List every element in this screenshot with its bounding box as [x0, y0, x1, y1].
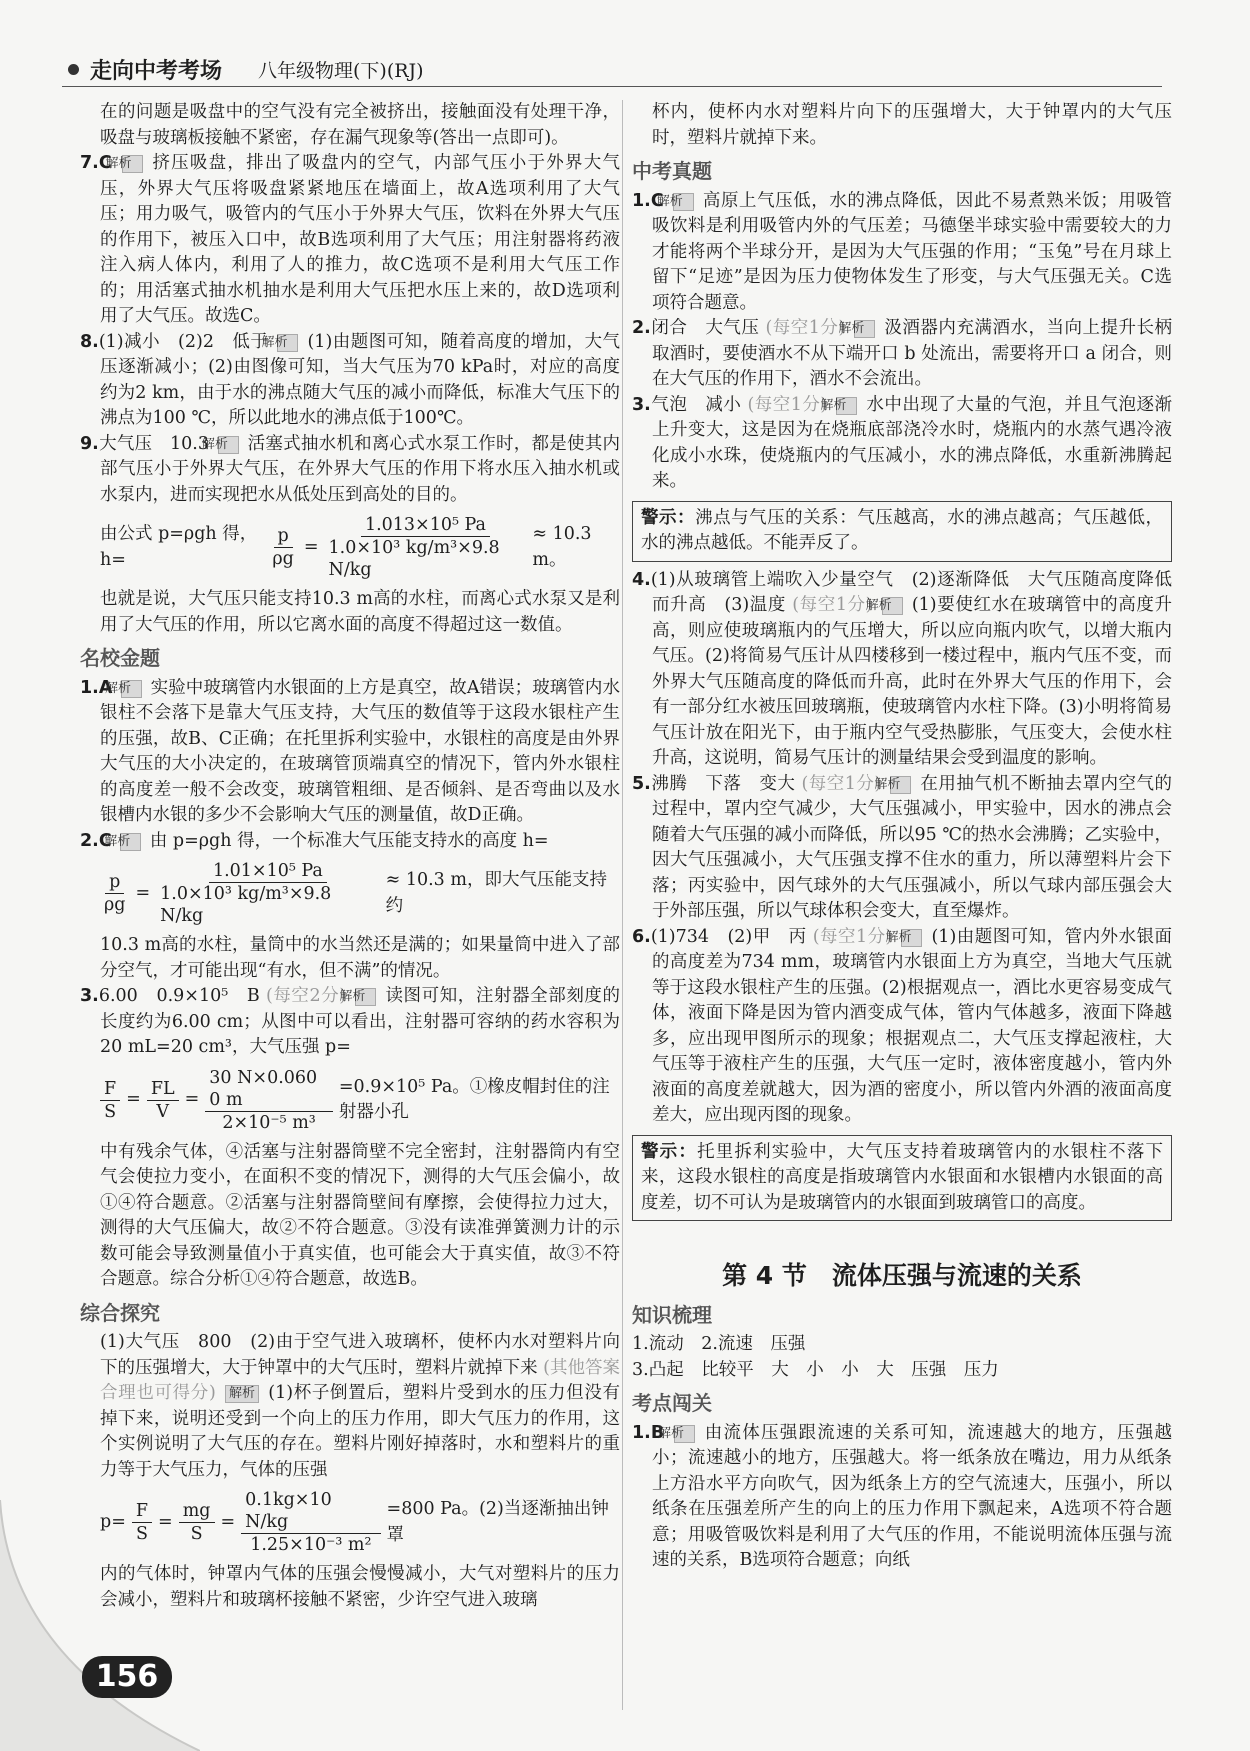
answer-text: (1)要使红水在玻璃管中的高度升高，则应使玻璃瓶内的气压增大，所以应向瓶内吹气，以增大瓶内气压。(2)将简易气压计从四楼移到一楼过程中，瓶内气压不变，而外界大气压随高度的降低而升高，此时在外界大气压的作用下，会有一部分红水被压回玻璃瓶，使玻璃管内水柱下降。(3)小明将简易气压计放在阳光下，由于瓶内空气受热膨胀，气压变大，会使水柱升高，这说明，简易气压计的测量结果会受到温度的影响。 — [652, 595, 1172, 768]
denominator: 2×10⁻⁵ m³ — [222, 1112, 316, 1133]
fraction — [100, 871, 130, 916]
denominator: ρg — [272, 549, 294, 569]
section-heading: 考点闯关 — [632, 1391, 712, 1415]
denominator: S — [190, 1524, 203, 1544]
score-note: (每空2分) — [265, 986, 347, 1006]
denominator: 1.0×10³ kg/m³×9.8 N/kg — [160, 884, 332, 926]
answer-number: 4. — [632, 569, 651, 590]
analysis-tag: 解析 — [122, 155, 143, 173]
bullet-icon — [68, 64, 79, 75]
book-title: 走向中考考场 — [90, 58, 223, 84]
numerator: p — [105, 871, 124, 894]
score-note: (每空1分) — [747, 394, 828, 415]
answer-key: (1)734 (2)甲 丙 — [650, 926, 807, 947]
zhongkao-1 — [632, 189, 1172, 317]
numerator: F — [100, 1078, 120, 1101]
analysis-tag: 解析 — [890, 776, 911, 794]
formula-m3: $\frac{F}{S}$ = $\frac{FL}{V}$ = $\frac{30 N\times 0.060 0 m}{\text{2×10⁻⁵ m³}}$ =0.9×10⁵ Pa。①橡皮帽封住的注射器小孔 — [100, 1067, 620, 1134]
denominator: S — [104, 1101, 117, 1122]
right-column — [632, 100, 1172, 1574]
formula-result: ≈ 10.3 m。 — [532, 524, 592, 570]
denominator: ρg — [104, 895, 126, 915]
answer-text: 水中出现了大量的气泡，并且气泡逐渐上升变大，这是因为在烧瓶底部浇冷水时，烧瓶内的水蒸气遇冷液化成小水珠，使烧瓶内的气压减小，水的沸点降低，水重新沸腾起来。 — [652, 394, 1172, 491]
answer-number: 8. — [80, 331, 99, 352]
knowledge-line-1: 1.流动 2.流速 压强 — [632, 1334, 806, 1354]
warning-text: 沸点与气压的关系：气压越高，水的沸点越高；气压越低，水的沸点越低。不能弄反了。 — [641, 507, 1164, 553]
formula-9: 由公式 p=ρgh 得，h= $\frac{p}{\rho g}$ = $\frac{\text{1.013×10⁵ Pa}}{\text{1.0×10³ kg/m³×9.8 N/kg}}$ ≈ 10.3 m。 — [100, 514, 620, 581]
answer-text: 由流体压强跟流速的关系可知，流速越大的地方，压强越小；流速越小的地方，压强越大。将一纸条放在嘴边，用力从纸条上方沿水平方向吹气，因为纸条上方的空气流速大，压强小，所以纸条在压强差所产生的向上的压力作用下飘起来，A选项不符合题意；用吸管吸饮料是利用了大气压的作用，不能说明流体压强与流速的关系，B选项符合题意；向纸 — [652, 1422, 1172, 1570]
score-note: (每空1分) — [801, 773, 882, 794]
answer-key: (1)减小 (2)2 低于 — [98, 331, 269, 352]
mingxiao-2-continued: 10.3 m高的水柱，量筒中的水当然还是满的；如果量筒中进入了部分空气，才可能出现“有水，但不满”的情况。 — [100, 935, 620, 981]
answer-number: 7.C — [80, 153, 112, 173]
numerator: FL — [147, 1078, 179, 1101]
formula-prefix: 由公式 p=ρgh 得，h= — [100, 524, 258, 570]
answer-9 — [80, 432, 620, 509]
zhongkao-4 — [632, 568, 1172, 772]
numerator: 1.01×10⁵ Pa — [209, 860, 327, 883]
fraction — [241, 1489, 380, 1556]
mingxiao-3-continued: 中有残余气体，④活塞与注射器筒壁不完全密封，注射器筒内有空气会使拉力变小，在面积不变的情况下，测得的大气压会偏小，故①④符合题意。②活塞与注射器筒壁间有摩擦，会使得拉力过大，测得的大气压偏大，故②不符合题意。③没有读准弹簧测力计的示数可能会导致测量值小于真实值，也可能会大于真实值，故③不符合题意。综合分析①④符合题意，故选B。 — [100, 1141, 620, 1289]
analysis-tag: 解析 — [218, 436, 239, 454]
page-number: 156 — [82, 1656, 172, 1698]
numerator: 0.1kg×10 N/kg — [241, 1489, 380, 1534]
answer-number: 9. — [80, 433, 99, 454]
answer-key: (1)从玻璃管上端吹入少量空气 (2)逐渐降低 大气压随高度降低而升高 (3)温度 — [650, 569, 1172, 615]
answer-key: (1)大气压 800 (2)由于空气进入玻璃杯，使杯内水对塑料片向下的压强增大，大于钟罩中的大气压时，塑料片就掉下来 — [100, 1332, 620, 1378]
answer-text: 实验中玻璃管内水银面的上方是真空，故A错误；玻璃管内水银柱不会落下是靠大气压支持，大气压的数值等于这段水银柱产生的压强，故B、C正确；在托里拆利实验中，水银柱的高度是由外界大气压的大小决定的，在玻璃管顶端真空的情况下，管内外水银柱的高度差一般不会改变，玻璃管粗细、是否倾斜、是否弯曲以及水银槽内水银的多少不会影响大气压的测量值，故D正确。 — [100, 677, 620, 825]
answer-key: 气泡 减小 — [650, 394, 742, 415]
section-heading: 知识梳理 — [632, 1302, 712, 1327]
answer-text: 活塞式抽水机和离心式水泵工作时，都是使其内部气压小于外界大气压，在外界大气压的作用下将水压入抽水机或水泵内，进而实现把水从低处压到高处的目的。 — [100, 433, 620, 505]
answer-text: 由 p=ρgh 得，一个标准大气压能支持水的高度 h= — [149, 830, 549, 851]
denominator: 1.0×10³ kg/m³×9.8 N/kg — [328, 538, 500, 580]
formula-prefix: p= — [100, 1511, 126, 1532]
fraction — [156, 860, 379, 927]
fraction — [325, 514, 527, 581]
answer-text: 汲酒器内充满酒水，当向上提升长柄取酒时，要使酒水不从下端开口 b 处流出，需要将开口 a 闭合，则在大气压的作用下，酒水不会流出。 — [652, 318, 1172, 389]
page-curl-decoration — [0, 1500, 200, 1751]
answer-text: (1)杯子倒置后，塑料片受到水的压力但没有掉下来，说明还受到一个向上的压力作用，即大气压力的作用，这个实例说明了大气压的存在。塑料片刚好掉落时，水和塑料片的重力等于大气压力，气体的压强 — [100, 1383, 620, 1480]
answer-key: 大气压 10.3 — [98, 433, 210, 454]
analysis-tag: 解析 — [225, 1385, 259, 1403]
answer-number: 2.C — [80, 830, 112, 851]
answer-number: 1.B — [632, 1422, 665, 1443]
zonghe-answer — [80, 1330, 620, 1483]
section-heading: 名校金题 — [80, 646, 160, 670]
numerator: 1.013×10⁵ Pa — [361, 514, 490, 537]
answer-number: 5. — [632, 773, 651, 794]
warning-text: 托里拆利实验中，大气压支持着玻璃管内的水银柱不落下来，这段水银柱的高度是指玻璃管内水银面和水银槽内水银面的高度差，切不可认为是玻璃管内的水银面到玻璃管口的高度。 — [641, 1141, 1164, 1213]
intro-paragraph: 在的问题是吸盘中的空气没有完全被挤出，接触面没有处理干净，吸盘与玻璃板接触不紧密，存在漏气现象等(答出一点即可)。 — [100, 102, 620, 148]
denominator: 1.25×10⁻³ m² — [250, 1535, 372, 1555]
analysis-tag: 解析 — [673, 193, 694, 211]
section-heading: 中考真题 — [632, 159, 712, 183]
analysis-tag: 解析 — [836, 397, 857, 415]
book-subtitle: 八年级物理(下)(RJ) — [258, 60, 424, 82]
column-divider — [622, 100, 623, 1710]
fraction — [100, 1078, 120, 1123]
answer-8 — [80, 330, 620, 432]
answer-text: 高原上气压低，水的沸点降低，因此不易煮熟米饭；用吸管吸饮料是利用吸管内外的气压差；马德堡半球实验中需要较大的力才能将两个半球分开，是因为大气压强的作用；“玉兔”号在月球上留下“足迹”是因为压力使物体发生了形变，与大气压强无关。C选项符合题意。 — [652, 190, 1172, 313]
denominator: S — [135, 1524, 148, 1544]
score-note: (每空1分) — [765, 318, 846, 338]
page-header — [62, 52, 1162, 86]
fraction — [268, 525, 298, 570]
warning-label: 警示： — [641, 1141, 698, 1162]
zhongkao-6 — [632, 925, 1172, 1129]
warning-box — [632, 1135, 1172, 1222]
analysis-tag: 解析 — [901, 929, 922, 947]
answer-text: (1)由题图可知，管内外水银面的高度差为734 mm，玻璃管内水银面上方为真空，当地大气压就等于这段水银柱产生的压强。(2)根据观点一，酒比水更容易变成气体，液面下降是因为管内酒变成气体，管内气体越多，液面下降越多，应出现甲图所示的现象；根据观点二，大气压支撑起液柱，大气压等于液柱产生的压强，大气压一定时，液体密度越小，管内外液面的高度差就越大，因为酒的密度小，所以管内外酒的液面高度差大，应出现丙图的现象。 — [652, 926, 1172, 1125]
answer-text: 读图可知，注射器全部刻度的长度约为6.00 cm；从图中可以看出，注射器可容纳的药水容积为20 mL=20 cm³，大气压强 p= — [100, 986, 620, 1057]
denominator: V — [156, 1101, 170, 1122]
numerator: mg — [179, 1500, 215, 1523]
answer-9-continued: 也就是说，大气压只能支持10.3 m高的水柱，而离心式水泵又是利用了大气压的作用，所以它离水面的高度不得超过这一数值。 — [100, 589, 620, 635]
zhongkao-2 — [632, 316, 1172, 393]
numerator: 30 N×0.060 0 m — [205, 1067, 333, 1112]
answer-text: (1)由题图可知，随着高度的增加，大气压逐渐减小；(2)由图像可知，当大气压为70 kPa时，对应的高度约为2 km，由于水的沸点随大气压的减小而降低，标准大气压下的沸点为100 ℃，所以此地水的沸点低于100℃。 — [100, 331, 620, 428]
answer-number: 3. — [632, 394, 651, 415]
answer-number: 1.A — [80, 677, 113, 698]
section-heading: 综合探究 — [80, 1300, 160, 1325]
analysis-tag: 解析 — [277, 334, 298, 352]
warning-label: 警示： — [641, 507, 696, 528]
zhongkao-5 — [632, 772, 1172, 925]
numerator: F — [132, 1500, 152, 1523]
formula-result: =800 Pa。(2)当逐渐抽出钟罩 — [386, 1499, 609, 1545]
answer-7 — [80, 151, 620, 330]
left-column — [80, 100, 620, 1613]
numerator: p — [274, 525, 293, 548]
answer-number: 2. — [632, 318, 651, 338]
answer-number: 3. — [80, 986, 99, 1006]
zhongkao-3 — [632, 393, 1172, 495]
formula-z1: p= $\frac{F}{S}$ = $\frac{mg}{S}$ = $\frac{0.1kg\times 10 N/kg}{\text{1.25×10⁻³ m²}}$ =800 Pa。(2)当逐渐抽出钟罩 — [100, 1489, 620, 1556]
analysis-tag: 解析 — [120, 833, 141, 851]
answer-number: 1.C — [632, 190, 664, 211]
answer-key: 沸腾 下落 变大 — [650, 773, 796, 794]
score-note: (其他答案合理也可得分) — [100, 1357, 620, 1403]
analysis-tag: 解析 — [674, 1425, 695, 1443]
answer-key: 6.00 0.9×10⁵ B — [98, 986, 260, 1006]
analysis-tag: 解析 — [882, 597, 903, 615]
zonghe-continued: 内的气体时，钟罩内气体的压强会慢慢减小，大气对塑料片的压力会减小，塑料片和玻璃杯接触不紧密，少许空气进入玻璃 — [100, 1564, 620, 1610]
analysis-tag: 解析 — [355, 988, 376, 1006]
knowledge-line-2: 3.凸起 比较平 大 小 小 大 压强 压力 — [632, 1359, 999, 1380]
chapter-title: 第 4 节 流体压强与流速的关系 — [722, 1261, 1082, 1290]
fraction — [205, 1067, 333, 1134]
score-note: (每空1分) — [792, 595, 873, 615]
formula-result: ≈ 10.3 m，即大气压能支持约 — [385, 870, 607, 916]
fraction — [147, 1078, 179, 1123]
header-rule — [62, 86, 1162, 87]
kaodian-1 — [632, 1421, 1172, 1574]
continued-paragraph: 杯内，使杯内水对塑料片向下的压强增大，大于钟罩内的大气压时，塑料片就掉下来。 — [652, 102, 1172, 148]
mingxiao-3 — [80, 984, 620, 1061]
analysis-tag: 解析 — [121, 680, 142, 698]
mingxiao-2 — [80, 829, 620, 855]
mingxiao-1 — [80, 676, 620, 829]
warning-box — [632, 501, 1172, 562]
analysis-tag: 解析 — [854, 320, 875, 338]
answer-text: 在用抽气机不断抽去罩内空气的过程中，罩内空气减少，大气压强减小，甲实验中，因水的沸点会随着大气压强的减小而降低，所以95 ℃的热水会沸腾；乙实验中，因大气压强减小，大气压强支撑不住水的重力，所以薄塑料片会下落；丙实验中，因气球外的大气压强减小，所以气球内部压强会大于外部压强，所以气球体积会变大，直至爆炸。 — [652, 773, 1172, 921]
answer-number: 6. — [632, 926, 651, 947]
answer-text: 挤压吸盘，排出了吸盘内的空气，内部气压小于外界大气压，外界大气压将吸盘紧紧地压在墙面上，故A选项利用了大气压；用力吸气，吸管内的气压小于外界大气压，饮料在外界大气压的作用下，被压入口中，故B选项利用了大气压；用注射器将药液注入病人体内，利用了人的推力，故C选项不是利用大气压工作的；用活塞式抽水机抽水是利用大气压把水压上来的，故D选项利用了大气压。故选C。 — [100, 153, 620, 326]
score-note: (每空1分) — [812, 926, 893, 947]
formula-m2: $\frac{p}{\rho g}$ = $\frac{\text{1.01×10⁵ Pa}}{\text{1.0×10³ kg/m³×9.8 N/kg}}$ ≈ 10.3 m，即大气压能支持约 — [100, 860, 620, 927]
formula-result: =0.9×10⁵ Pa。①橡皮帽封住的注射器小孔 — [338, 1076, 610, 1122]
answer-key: 闭合 大气压 — [650, 318, 760, 338]
